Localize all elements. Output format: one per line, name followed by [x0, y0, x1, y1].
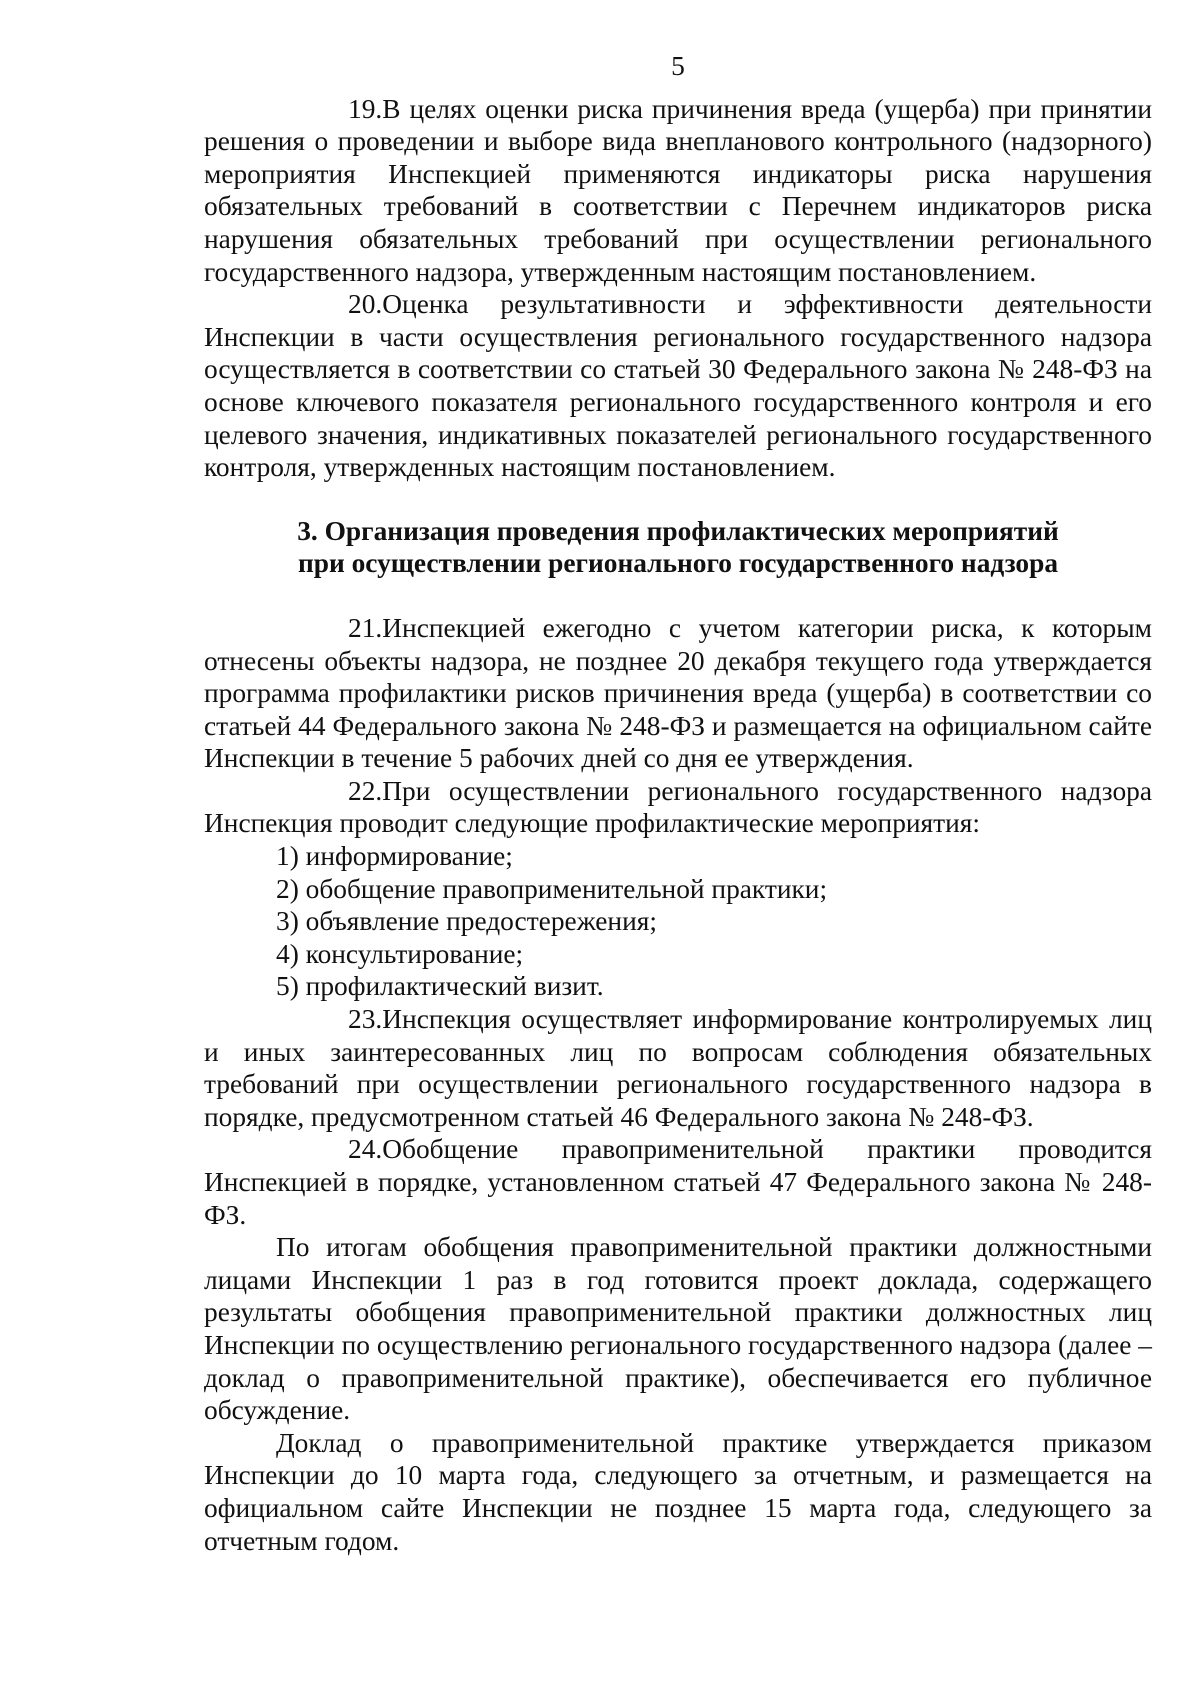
paragraph-24	[204, 1133, 1152, 1231]
section-heading-line-2: при осуществлении регионального государственного надзора	[297, 548, 1059, 579]
paragraph-text: Оценка результативности и эффективности деятельности Инспекции в части осуществления регионального государственного надзора осуществляется в соответствии со статьей 30 Федерального закона № 248-ФЗ на основе ключевого показателя регионального государственного контроля и его целевого значения, индикативных показателей регионального государственного контроля, утвержденных настоящим постановлением.	[204, 289, 1152, 483]
list-item: 1) информирование;	[276, 841, 513, 872]
paragraph-22	[204, 775, 1152, 840]
paragraph-number: 22.	[348, 775, 383, 806]
paragraph-text: В целях оценки риска причинения вреда (ущерба) при принятии решения о проведении и выборе вида внепланового контрольного (надзорного) мероприятия Инспекцией применяются индикаторы риска нарушения обязательных требований в соответствии с Перечнем индикаторов риска нарушения обязательных требований при осуществлении регионального государственного надзора, утвержденным настоящим постановлением.	[204, 93, 1152, 287]
paragraph-text: Инспекцией ежегодно с учетом категории риска, к которым отнесены объекты надзора, не позднее 20 декабря текущего года утверждается программа профилактики рисков причинения вреда (ущерба) в соответствии со статьей 44 Федерального закона № 248-ФЗ и размещается на официальном сайте Инспекции в течение 5 рабочих дней со дня ее утверждения.	[204, 612, 1152, 774]
list-item: 4) консультирование;	[276, 938, 524, 969]
paragraph-number: 23.	[348, 1004, 383, 1035]
paragraph-21	[204, 612, 1152, 775]
paragraph-text: Инспекция осуществляет информирование контролируемых лиц и иных заинтересованных лиц по вопросам соблюдения обязательных требований при осуществлении регионального государственного надзора в порядке, предусмотренном статьей 46 Федерального закона № 248-ФЗ.	[204, 1004, 1152, 1132]
paragraph-23	[204, 1003, 1152, 1133]
paragraph-number: 19.	[348, 93, 383, 124]
paragraph-report-approval	[204, 1427, 1152, 1557]
list-item: 3) объявление предостережения;	[276, 906, 657, 937]
paragraph-text: Обобщение правоприменительной практики проводится Инспекцией в порядке, установленном статьей 47 Федерального закона № 248-ФЗ.	[204, 1134, 1152, 1230]
paragraph-20	[204, 288, 1152, 484]
paragraph-text: Доклад о правоприменительной практике утверждается приказом Инспекции до 10 марта года, следующего за отчетным, и размещается на официальном сайте Инспекции не позднее 15 марта года, следующего за отчетным годом.	[204, 1427, 1152, 1556]
paragraph-number: 24.	[348, 1134, 383, 1165]
paragraph-report-drafting	[204, 1231, 1152, 1427]
section-heading	[204, 515, 1152, 580]
list-item: 5) профилактический визит.	[276, 971, 604, 1002]
document-page	[204, 50, 1152, 1557]
list-item: 2) обобщение правоприменительной практики;	[276, 873, 828, 904]
section-heading-line-1: 3. Организация проведения профилактических мероприятий	[297, 515, 1059, 546]
paragraph-number: 20.	[348, 289, 383, 320]
paragraph-text: При осуществлении регионального государственного надзора Инспекция проводит следующие профилактические мероприятия:	[204, 775, 1152, 839]
paragraph-19	[204, 93, 1152, 289]
paragraph-text: По итогам обобщения правоприменительной практики должностными лицами Инспекции 1 раз в год готовится проект доклада, содержащего результаты обобщения правоприменительной практики должностных лиц Инспекции по осуществлению регионального государственного надзора (далее – доклад о правоприменительной практике), обеспечивается его публичное обсуждение.	[204, 1232, 1152, 1426]
paragraph-number: 21.	[348, 612, 383, 643]
page-number: 5	[671, 51, 685, 81]
